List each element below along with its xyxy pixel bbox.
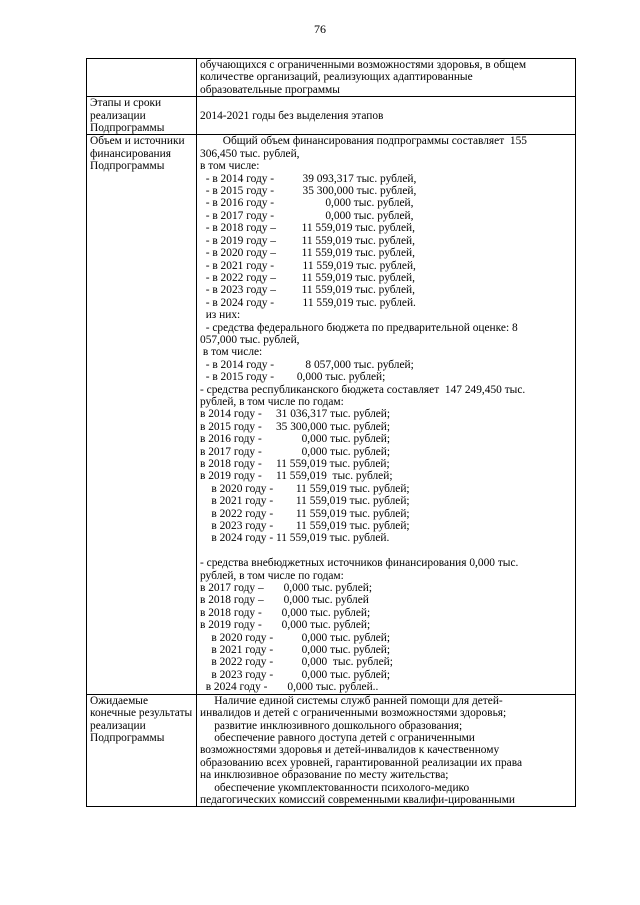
- row-content: [197, 135, 576, 694]
- content-line: образованию всех уровней, гарантированной реализации их права: [200, 756, 523, 769]
- content-line: - в 2014 году - 39 093,317 тыс. рублей,: [200, 172, 417, 185]
- content-line: в том числе:: [200, 160, 260, 173]
- content-line: в 2014 году - 31 036,317 тыс. рублей;: [200, 408, 391, 421]
- expected-results-row: [87, 694, 576, 807]
- stages-and-terms-row: [87, 97, 576, 135]
- content-line: - в 2023 году – 11 559,019 тыс. рублей,: [200, 284, 415, 297]
- content-line: рублей, в том числе по годам:: [200, 569, 344, 582]
- content-line: - в 2016 году - 0,000 тыс. рублей,: [200, 197, 414, 210]
- content-line: в том числе:: [200, 346, 263, 359]
- content-line: в 2018 году - 11 559,019 тыс. рублей;: [200, 458, 390, 470]
- content-line: в 2024 году - 0,000 тыс. рублей..: [200, 681, 379, 694]
- content-line: обеспечение равного доступа детей с ограниченными: [200, 731, 475, 744]
- content-line: - в 2017 году - 0,000 тыс. рублей,: [200, 209, 414, 222]
- content-line: Наличие единой системы служб ранней помощи для детей-: [200, 694, 503, 707]
- content-line: обеспечение укомплектованности психолого-медико: [200, 781, 470, 794]
- content-line: - в 2020 году – 11 559,019 тыс. рублей,: [200, 247, 415, 260]
- content-line: - в 2015 году - 0,000 тыс. рублей;: [200, 371, 386, 384]
- funding-row: [87, 135, 576, 694]
- row-label: Ожидаемые конечные результаты реализации Подпрограммы: [87, 694, 197, 807]
- table-body: [87, 59, 576, 807]
- content-line: из них:: [200, 309, 241, 322]
- content-line: в 2018 году – 0,000 тыс. рублей: [200, 594, 369, 607]
- content-line: образовательные программы: [200, 83, 340, 96]
- content-line: - в 2014 году - 8 057,000 тыс. рублей;: [200, 358, 414, 371]
- continuation-row: [87, 59, 576, 97]
- content-line: - в 2015 году - 35 300,000 тыс. рублей,: [200, 185, 417, 198]
- content-line: - в 2019 году – 11 559,019 тыс. рублей,: [200, 234, 415, 247]
- content-line: - средства внебюджетных источников финансирования 0,000 тыс.: [200, 557, 519, 570]
- content-line: - в 2021 году - 11 559,019 тыс. рублей,: [200, 259, 416, 272]
- content-line: - в 2022 году – 11 559,019 тыс. рублей,: [200, 271, 415, 284]
- content-line: в 2019 году - 0,000 тыс. рублей;: [200, 619, 371, 632]
- row-content: [197, 97, 576, 135]
- row-label: [87, 59, 197, 97]
- content-line: обучающихся с ограниченными возможностями здоровья, в общем: [200, 59, 527, 71]
- content-line: количестве организаций, реализующих адаптированные: [200, 71, 473, 84]
- content-line: педагогических комиссий современными квалифи-цированными: [200, 793, 516, 806]
- content-line: в 2017 году – 0,000 тыс. рублей;: [200, 582, 373, 595]
- content-line: рублей, в том числе по годам:: [200, 395, 344, 408]
- content-line: 057,000 тыс. рублей,: [200, 333, 300, 346]
- content-line: в 2024 году - 11 559,019 тыс. рублей.: [200, 532, 390, 545]
- content-line: инвалидов и детей с ограниченными возможностями здоровья;: [200, 707, 507, 720]
- content-line: в 2021 году - 0,000 тыс. рублей;: [200, 644, 391, 657]
- content-line: в 2017 году - 0,000 тыс. рублей;: [200, 445, 391, 458]
- content-line: развитие инклюзивного дошкольного образования;: [200, 719, 463, 732]
- content-line: - средства республиканского бюджета составляет 147 249,450 тыс.: [200, 383, 526, 396]
- page-number: 76: [314, 22, 326, 36]
- content-line: [200, 97, 572, 109]
- content-line: возможностями здоровья и детей-инвалидов к качественному: [200, 744, 500, 757]
- content-line: в 2015 году - 35 300,000 тыс. рублей;: [200, 420, 391, 433]
- content-line: - в 2018 году – 11 559,019 тыс. рублей,: [200, 222, 415, 235]
- content-line: на инклюзивное образование по месту жительства;: [200, 769, 449, 782]
- row-label: Этапы и сроки реализации Подпрограммы: [87, 97, 197, 135]
- content-line: 2014-2021 годы без выделения этапов: [200, 109, 384, 122]
- content-line: в 2021 году - 11 559,019 тыс. рублей;: [200, 495, 410, 508]
- content-line: в 2023 году - 11 559,019 тыс. рублей;: [200, 520, 410, 533]
- content-line: в 2019 году - 11 559,019 тыс. рублей;: [200, 470, 393, 483]
- content-line: в 2018 году - 0,000 тыс. рублей;: [200, 606, 371, 619]
- content-line: [200, 545, 572, 557]
- row-content: [197, 59, 576, 97]
- content-line: Общий объем финансирования подпрограммы составляет 155: [200, 135, 527, 148]
- content-line: в 2020 году - 11 559,019 тыс. рублей;: [200, 482, 410, 495]
- row-content: [197, 694, 576, 807]
- content-line: 306,450 тыс. рублей,: [200, 147, 300, 160]
- content-line: - в 2024 году - 11 559,019 тыс. рублей.: [200, 296, 416, 309]
- content-line: в 2022 году - 11 559,019 тыс. рублей;: [200, 507, 410, 520]
- content-line: в 2023 году - 0,000 тыс. рублей;: [200, 668, 391, 681]
- content-line: в 2016 году - 0,000 тыс. рублей;: [200, 433, 391, 446]
- content-line: - средства федерального бюджета по предварительной оценке: 8: [200, 321, 518, 334]
- row-label: Объем и источники финансирования Подпрограммы: [87, 135, 197, 694]
- content-line: в 2022 году - 0,000 тыс. рублей;: [200, 656, 393, 669]
- subprogram-passport-table: [86, 58, 576, 807]
- content-line: в 2020 году - 0,000 тыс. рублей;: [200, 631, 391, 644]
